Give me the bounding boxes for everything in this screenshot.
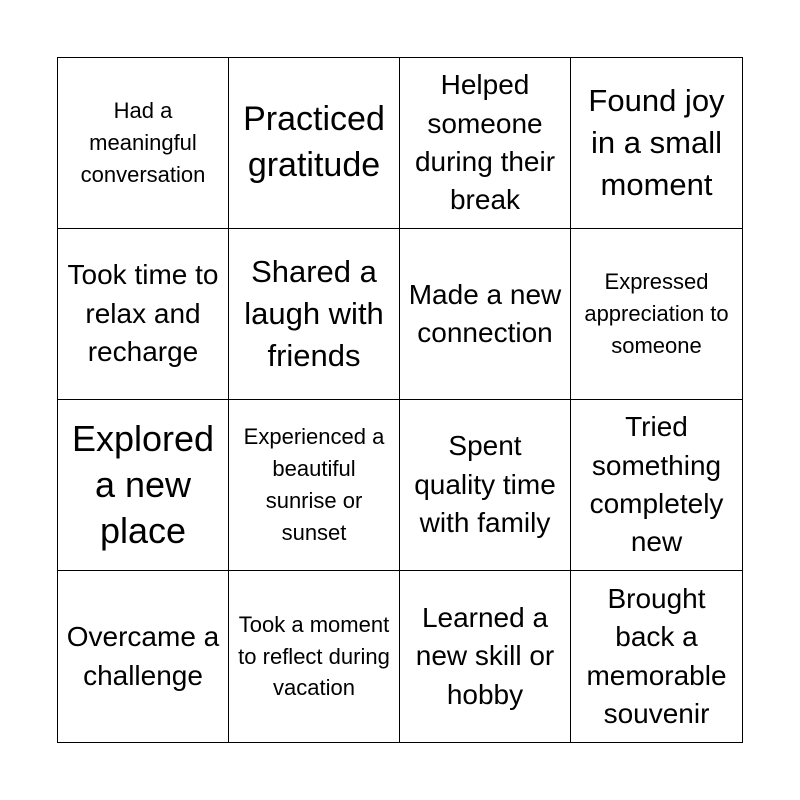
bingo-square[interactable]: Shared a laugh with friends xyxy=(229,229,400,400)
bingo-square[interactable]: Spent quality time with family xyxy=(400,400,571,571)
bingo-square[interactable]: Learned a new skill or hobby xyxy=(400,571,571,742)
bingo-square[interactable]: Tried something completely new xyxy=(571,400,742,571)
bingo-square[interactable]: Made a new connection xyxy=(400,229,571,400)
bingo-square[interactable]: Took time to relax and recharge xyxy=(58,229,229,400)
bingo-card xyxy=(57,57,743,743)
bingo-square[interactable]: Overcame a challenge xyxy=(58,571,229,742)
bingo-square[interactable]: Expressed appreciation to someone xyxy=(571,229,742,400)
bingo-square[interactable]: Practiced gratitude xyxy=(229,58,400,229)
bingo-square[interactable]: Found joy in a small moment xyxy=(571,58,742,229)
bingo-square[interactable]: Helped someone during their break xyxy=(400,58,571,229)
bingo-square[interactable]: Explored a new place xyxy=(58,400,229,571)
bingo-square[interactable]: Took a moment to reflect during vacation xyxy=(229,571,400,742)
bingo-square[interactable]: Experienced a beautiful sunrise or sunset xyxy=(229,400,400,571)
bingo-square[interactable]: Brought back a memorable souvenir xyxy=(586,582,727,729)
bingo-square[interactable]: Had a meaningful conversation xyxy=(58,58,229,229)
